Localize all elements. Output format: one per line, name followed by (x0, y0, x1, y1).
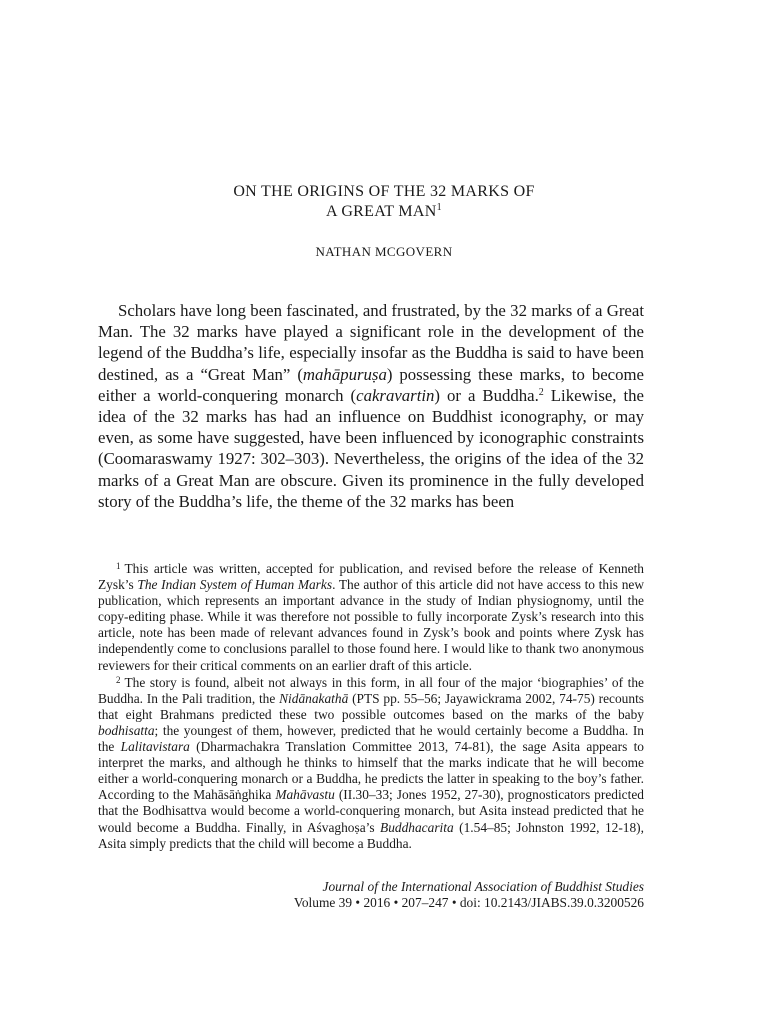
footnote-text-segment: ; the youngest of them, however, predicted that he would certainly become a Buddha. In the (98, 722, 644, 755)
title-line-2-text: A GREAT MAN (326, 203, 437, 220)
journal-citation (294, 879, 644, 911)
term-nidanakatha: Nidānakathā (279, 690, 349, 706)
author-name: NATHAN MCGOVERN (315, 244, 453, 259)
footnotes-section (98, 561, 644, 853)
footnote-text-segment: The story is found, albeit not always in this form, in all four of the major ‘biographies’ of the Buddha. In the Pali tradition, the (98, 674, 644, 706)
footnote-text-segment: (PTS pp. 55–56; Jayawickrama 2002, 74-75) recounts that eight Brahmans predicted these two possible outcomes based on the marks of the baby (98, 690, 644, 722)
title-footnote-ref[interactable]: 1 (436, 202, 442, 213)
footnote-text-segment: (1.54–85; Johnston 1992, 12-18), Asita simply predicts that the child will become a Buddha. (98, 819, 644, 851)
footnote-1 (98, 561, 644, 674)
article-title (0, 182, 768, 222)
footnote-text-segment: (II.30–33; Jones 1952, 27-30), prognosticators predicted that the Bodhisattva would become a world-conquering monarch, but Asita instead predicted that he would become a Buddha. Finally, in Aśvaghoṣa’s (98, 787, 644, 835)
footnote-text-segment: (Dharmachakra Translation Committee 2013, 74-81), the sage Asita appears to interpret the marks, and although he thinks to himself that the marks indicate that he will become either a world-conquering monarch or a Buddha, he predicts the latter in speaking to the boy’s father. According to the Mahāsāṅghika (98, 739, 644, 803)
term-bodhisatta: bodhisatta (98, 722, 155, 738)
footnote-2-marker: 2 (116, 674, 121, 685)
footnote-text-segment: This article was written, accepted for publication, and revised before the release of Kenneth Zysk’s (98, 561, 644, 593)
footnote-1-marker: 1 (116, 561, 121, 571)
footnote-text-segment: . The author of this article did not have access to this new publication, which represents an important advance in the study of Indian physiognomy, until the copy-editing phase. While it was therefore not possible to fully incorporate Zysk’s research into this article, note has been made of relevant advances found in Zysk’s book and points where Zysk has independently come to conclusions parallel to those found here. I would like to thank two anonymous reviewers for their critical comments on an earlier draft of this article. (98, 577, 645, 673)
body-text-segment: Scholars have long been fascinated, and frustrated, by the 32 marks of a Great Man. The 32 marks have played a significant role in the development of the legend of the Buddha’s life, especially insofar as the Buddha is said to have been destined, as a “Great Man” ( (98, 301, 644, 384)
term-lalitavistara: Lalitavistara (120, 739, 190, 755)
term-buddhacarita: Buddhacarita (380, 819, 454, 835)
body-paragraph (98, 300, 644, 512)
term-mahapurusa: mahāpuruṣa (302, 364, 387, 384)
title-line-1: ON THE ORIGINS OF THE 32 MARKS OF (233, 183, 535, 200)
footnote-2 (98, 675, 644, 852)
journal-volume-line: Volume 39 • 2016 • 207–247 • doi: 10.2143/JIABS.39.0.3200526 (293, 895, 644, 910)
term-mahavastu: Mahāvastu (275, 787, 335, 803)
book-title-indian-system: The Indian System of Human Marks (137, 577, 333, 593)
journal-name: Journal of the International Association of Buddhist Studies (322, 879, 644, 894)
title-line-2 (0, 202, 768, 222)
footnote-ref-2[interactable]: 2 (538, 386, 544, 398)
body-text-segment: ) or a Buddha. (434, 385, 539, 405)
body-text-segment: ) possessing these marks, to become either a world-conquering monarch ( (98, 364, 644, 405)
body-text-segment: Likewise, the idea of the 32 marks has had an influence on Buddhist iconography, or may even, as some have suggested, have been influenced by iconographic constraints (Coomaraswamy 1927: 302–303). Nevertheless, the origins of the idea of the 32 marks of a Great Man are obscure. Given its prominence in the fully developed story of the Buddha’s life, the theme of the 32 marks has been (98, 385, 644, 511)
term-cakravartin: cakravartin (356, 385, 435, 405)
